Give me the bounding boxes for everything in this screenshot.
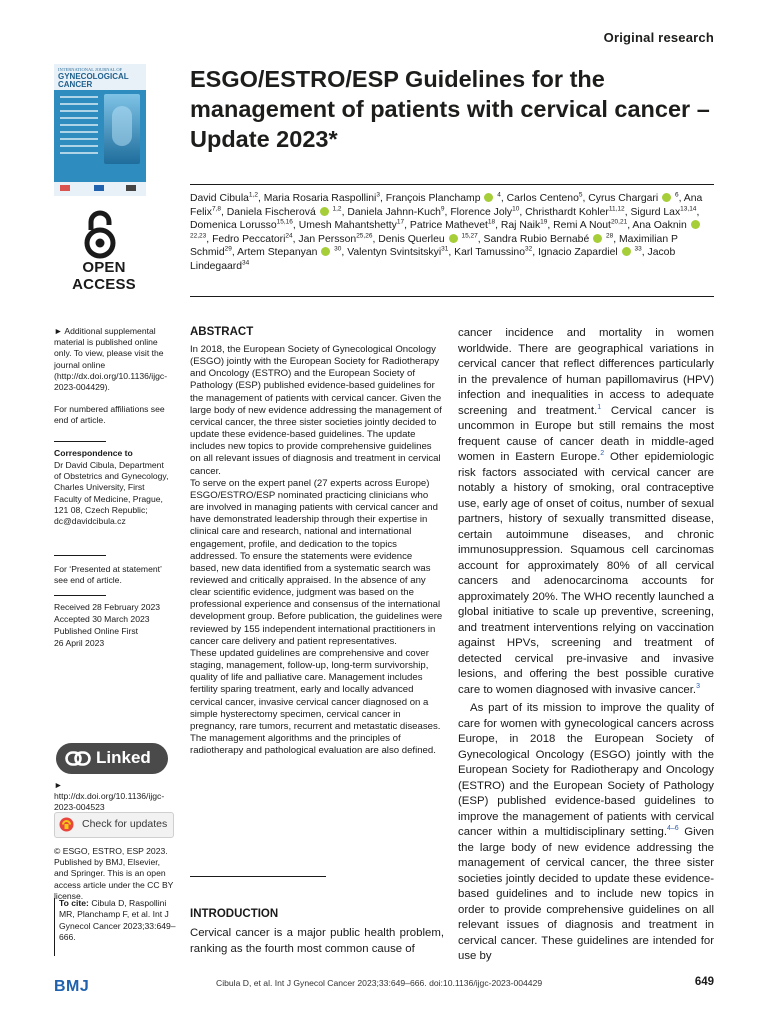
author-name: Karl Tamussino: [454, 247, 525, 258]
author-name: Maria Rosaria Raspollini: [263, 193, 377, 204]
link-icon: [65, 751, 91, 766]
introduction-heading: INTRODUCTION: [190, 908, 279, 920]
page-number: 649: [694, 976, 714, 988]
author: Valentyn Svintsitskyi$^{31}$,: [347, 245, 455, 258]
presented-note: For ‘Presented at statement’ see end of article.: [54, 564, 162, 586]
author-name: Ignacio Zapardiel: [538, 247, 618, 258]
affiliation-number: 17: [396, 218, 405, 226]
author-name: Jan Persson: [298, 233, 357, 245]
author-name: Christhardt Kohler: [525, 206, 609, 218]
copyright-note: © ESGO, ESTRO, ESP 2023. Published by BMJ, Elsevier, and Springer. This is an open access article under the CC BY license.: [54, 846, 174, 901]
affiliation-number: 29: [224, 245, 232, 253]
author: Sandra Rubio Bernabé $^{28}$,: [483, 232, 620, 245]
author: Artem Stepanyan $^{30}$,: [237, 245, 348, 258]
reference-link[interactable]: 4–6: [667, 825, 679, 833]
open-access-icon: [81, 210, 119, 260]
linked-doi-link[interactable]: ► http://dx.doi.org/10.1136/ijgc-2023-004523: [54, 780, 165, 813]
affiliation-number: 9: [440, 205, 445, 213]
title-rule: [190, 184, 714, 185]
body-paragraph: As part of its mission to improve the quality of care for women with gynecological cancers across Europe, in 2018 the European Society of Gynecological Oncology (ESGO) jointly with the European Society for Radiotherapy and Oncology (ESTRO) and the European Society of Pathology (ESP) published evidence-based guidelines to improve the management of patients with cervical cancer within a multidisciplinary setting.$^{4-6}$ Given the large body of new evidence addressing the management of cervical cancer, the three sister societies jointly decided to update these evidence-based guidelines and to include new topics in order to provide comprehensive guidelines on all relevant issues of diagnosis and treatment in cervical cancer. These guidelines are intended for use by: [458, 702, 715, 962]
affiliation-number: 31: [441, 245, 449, 253]
abstract-section: [190, 326, 443, 757]
affiliation-number: 10: [512, 205, 520, 213]
author: Daniela Jahnn-Kuch$^9$,: [347, 205, 451, 218]
affiliation-number: 22,23: [190, 232, 207, 240]
reference-link[interactable]: 3: [696, 682, 700, 690]
affiliation-number: 25,26: [356, 232, 373, 240]
author-name: Artem Stepanyan: [237, 247, 318, 258]
author: Domenica Lorusso$^{15,16}$,: [190, 218, 299, 231]
author: Maximilian P Schmid$^{29}$,: [190, 233, 678, 258]
cover-kicker: INTERNATIONAL JOURNAL OF: [58, 67, 123, 72]
publisher-logo: BMJ: [54, 978, 90, 995]
author: Maria Rosaria Raspollini$^3$,: [263, 191, 386, 204]
reference-link[interactable]: 1: [597, 403, 602, 411]
affiliation-number: 20,21: [610, 218, 628, 226]
reference-link[interactable]: 2: [600, 450, 605, 458]
affiliation-number: 33: [634, 245, 642, 253]
affiliation-number: 7,8: [211, 205, 221, 213]
author: Carlos Centeno$^5$,: [506, 191, 589, 204]
check-updates-icon: [59, 817, 74, 832]
author: Raj Naik$^{19}$,: [500, 218, 554, 231]
author-name: Florence Joly: [450, 206, 513, 218]
journal-cover: [54, 64, 146, 196]
author: Florence Joly$^{10}$,: [450, 205, 526, 218]
abstract-paragraph: In 2018, the European Society of Gynecological Oncology (ESGO) jointly with the European Society for Radiotherapy and Oncology (ESTRO) and the European Society of Pathology (ESP) published evidence-based guidelines for the management of patients with cervical cancer. Given the large body of new evidence addressing the management of cervical cancer, the three sister societies jointly decided to update these evidence-based guidelines. The update includes new topics to provide comprehensive guidelines on all relevant issues of diagnosis and treatment in cervical cancer.: [190, 344, 442, 477]
orcid-icon[interactable]: [321, 247, 330, 256]
author-name: Valentyn Svintsitskyi: [347, 247, 442, 258]
linked-label: Linked: [96, 748, 151, 767]
author-name: François Planchamp: [385, 193, 481, 204]
check-for-updates-button[interactable]: [54, 812, 174, 838]
accepted-date: Accepted 30 March 2023: [54, 614, 150, 624]
abstract-paragraph: These updated guidelines are comprehensive and cover staging, management, follow-up, long-term survivorship, quality of life and palliative care. Management includes fertility sparing treatment, early and locally advanced cervical cancer, invasive cervical cancer diagnosed on a simple hysterectomy specimen, cervical cancer in pregnancy, rare tumors, recurrent and metastatic diseases. The management algorithms and the principles of radiotherapy and pathological evaluation are also defined.: [190, 647, 441, 757]
footer-citation: Cibula D, et al. Int J Gynecol Cancer 2023;33:649–666. doi:10.1136/ijgc-2023-004429: [216, 978, 543, 988]
author: Daniela Fischerová $^{1,2}$,: [226, 205, 348, 218]
orcid-icon[interactable]: [484, 193, 493, 202]
affiliation-number: 6: [674, 191, 679, 199]
author-name: Maximilian P Schmid: [190, 233, 678, 258]
abstract-rule: [190, 876, 326, 877]
author: Christhardt Kohler$^{11,12}$,: [525, 205, 631, 218]
received-date: Received 28 February 2023: [54, 602, 161, 612]
author-name: Raj Naik: [500, 220, 541, 231]
author: Remi A Nout$^{20,21}$,: [553, 218, 633, 231]
abstract-heading: ABSTRACT: [190, 326, 254, 338]
article-title: ESGO/ESTRO/ESP Guidelines for the management of patients with cervical cancer – Update 2023*: [190, 66, 710, 152]
cover-journal-name: GYNECOLOGICAL CANCER: [58, 72, 129, 89]
author: Denis Querleu $^{15,27}$,: [378, 232, 484, 245]
correspondence-body: Dr David Cibula, Department of Obstetrics and Gynecology, Charles University, First Faculty of Medicine, Prague, 121 08, Czech Republic; dc@davidcibula.cz: [54, 460, 169, 527]
author-name: Patrice Mathevet: [409, 220, 488, 231]
author: Umesh Mahantshetty$^{17}$,: [298, 218, 410, 231]
author: François Planchamp $^4$,: [385, 191, 507, 204]
author-name: Carlos Centeno: [506, 193, 579, 204]
supplemental-note: ► Additional supplemental material is published online only. To view, please visit the journal online (http://dx.doi.org/10.1136/ijgc-2023-004429).: [54, 326, 168, 393]
linked-button[interactable]: [56, 743, 168, 774]
published-online: Published Online First: [54, 626, 139, 636]
to-cite-text: Cibula D, Raspollini MR, Planchamp F, et al. Int J Gynecol Cancer 2023;33:649–666.: [59, 898, 176, 943]
authors-rule: [190, 296, 714, 297]
affiliation-number: 5: [578, 191, 583, 199]
author: Ignacio Zapardiel $^{33}$,: [538, 245, 648, 258]
author: Sigurd Lax$^{13,14}$,: [630, 205, 700, 218]
affiliation-number: 15,27: [461, 232, 478, 240]
to-cite-box: [54, 898, 181, 956]
body-paragraph: cancer incidence and mortality in women worldwide. There are geographical variations in cervical cancer that reflect differences particularly in the prevalence of human papillomavirus (HPV) infection and inequalities in access to adequate screening and treatment.$^1$ Cervical cancer is uncommon in Europe but still remains the most frequent cause of cancer death in middle-aged women in Eastern Europe.$^2$ Other epidemiologic risk factors associated with cervical cancer are notably a history of smoking, oral contraceptive use, early age of onset of coitus, number of sexual partners, history of sexually transmitted disease, certain autoimmune diseases, and chronic immunosuppression. Squamous cell carcinomas account for approximately 80% of all cervical cancers and adenocarcinoma accounts for approximately 20%. The WHO recently launched a global initiative to scale up preventive, screening, and treatment interventions relying on vaccination against HPVs, screening and treatment of detected cervical pre-invasive and invasive lesions, and offering the best possible curative care to women diagnosed with invasive cancer.$^3$: [458, 327, 714, 696]
author: Ana Oaknin $^{22,23}$,: [190, 220, 701, 245]
affiliations-note: For numbered affiliations see end of article.: [54, 404, 165, 426]
section-label: Original research: [603, 30, 714, 45]
author-name: Ana Oaknin: [632, 220, 687, 231]
orcid-icon[interactable]: [449, 234, 458, 243]
correspondence-heading: Correspondence to: [54, 448, 133, 458]
abstract-paragraph: To serve on the expert panel (27 experts across Europe) ESGO/ESTRO/ESP nominated practicing clinicians who are involved in managing patients with cervical cancer and have demonstrated leadership through their expertise in clinical care and research, national and international engagement, profile, and dedication to the topics addressed. To ensure the statements were evidence based, new data identified from a systematic search was reviewed and critically appraised. In the absence of any clear scientific evidence, judgment was based on the professional experience and consensus of the international development group. Before publication, the guidelines were reviewed by 155 independent international practitioners in cancer care delivery and patient representatives.: [190, 477, 443, 647]
affiliation-number: 18: [487, 218, 496, 226]
check-updates-label: Check for updates: [82, 818, 168, 830]
author-name: Daniela Jahnn-Kuch: [347, 206, 441, 218]
affiliation-number: 15,16: [276, 218, 293, 226]
author-name: Umesh Mahantshetty: [298, 220, 397, 231]
author: Patrice Mathevet$^{18}$,: [409, 218, 501, 231]
orcid-icon[interactable]: [320, 207, 329, 216]
affiliation-number: 34: [242, 259, 250, 267]
author-name: Sandra Rubio Bernabé: [483, 233, 590, 245]
affiliation-number: 24: [285, 232, 293, 240]
author: Karl Tamussino$^{32}$,: [454, 245, 538, 258]
author-name: Remi A Nout: [553, 220, 611, 231]
author-name: Jacob Lindegaard: [190, 247, 676, 272]
affiliation-number: 11,12: [608, 205, 625, 213]
orcid-icon[interactable]: [593, 234, 602, 243]
author-name: David Cibula: [190, 193, 249, 204]
body-column-right: [458, 326, 714, 965]
author-name: Cyrus Chargari: [588, 193, 659, 204]
author-name: Ana Felix: [190, 193, 703, 218]
cover-artwork: [104, 94, 140, 164]
introduction-paragraph: Cervical cancer is a major public health problem, ranking as the fourth most common cause of: [190, 927, 444, 955]
author: Ana Felix$^{7,8}$,: [190, 193, 703, 218]
affiliation-number: 30: [334, 245, 342, 253]
affiliation-number: 32: [524, 245, 533, 253]
open-access-label: OPEN ACCESS: [72, 259, 136, 293]
affiliation-number: 28: [606, 232, 614, 240]
published-date: 26 April 2023: [54, 638, 105, 648]
author-name: Sigurd Lax: [630, 206, 681, 218]
to-cite-label: To cite:: [59, 898, 89, 908]
affiliation-number: 13,14: [680, 205, 697, 213]
orcid-icon[interactable]: [622, 247, 631, 256]
author-name: Daniela Fischerová: [226, 206, 316, 218]
author-name: Domenica Lorusso: [190, 220, 277, 231]
affiliation-number: 3: [376, 191, 380, 199]
author: David Cibula$^{1,2}$,: [190, 191, 264, 204]
affiliation-number: 1,2: [248, 191, 258, 199]
author: Fedro Peccatori$^{24}$,: [212, 232, 299, 245]
orcid-icon[interactable]: [662, 193, 671, 202]
affiliation-number: 1,2: [332, 205, 342, 213]
author-name: Denis Querleu: [378, 233, 445, 245]
author-list: [190, 192, 718, 273]
orcid-icon[interactable]: [691, 220, 700, 229]
author-name: Fedro Peccatori: [212, 233, 286, 245]
author: Cyrus Chargari $^6$,: [588, 191, 684, 204]
affiliation-number: 19: [540, 218, 548, 226]
affiliation-number: 4: [497, 191, 501, 199]
author: Jan Persson$^{25,26}$,: [298, 232, 379, 245]
